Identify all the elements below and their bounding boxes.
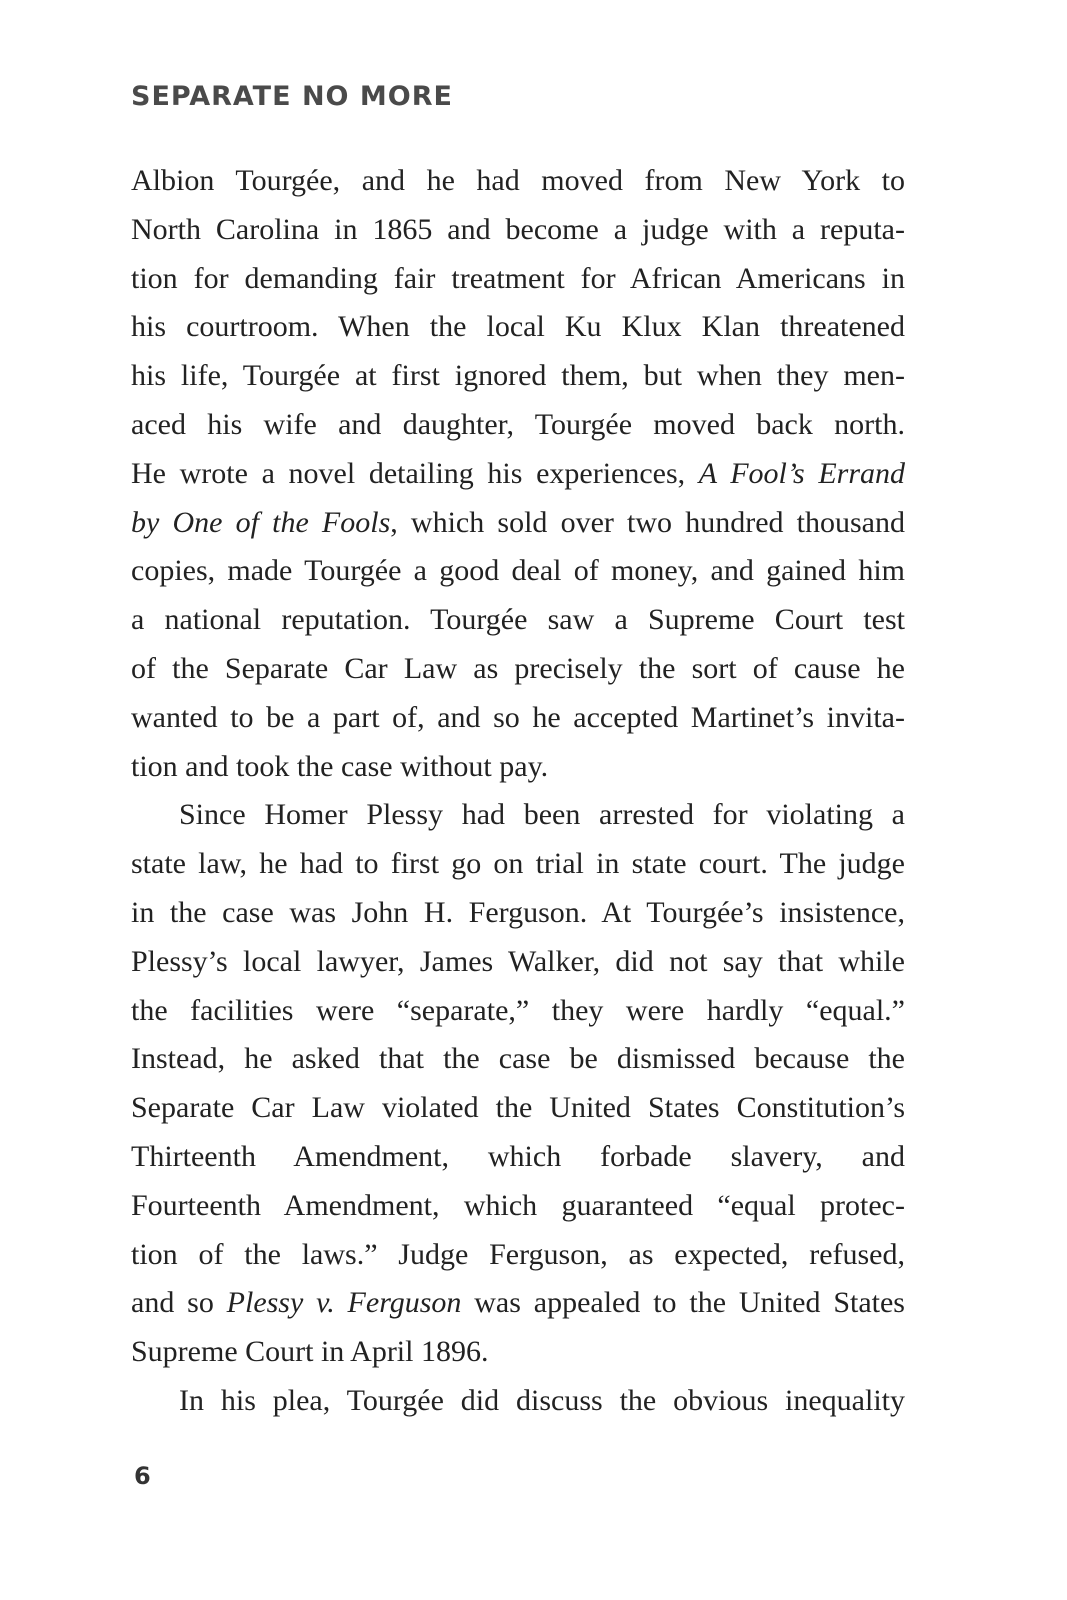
text-line <box>131 255 905 304</box>
text-segment: Instead, he asked that the case be dismissed because the <box>131 1042 905 1076</box>
text-line <box>131 791 905 840</box>
running-head-title: SEPARATE NO MORE <box>131 81 453 112</box>
body-text <box>131 157 905 1426</box>
text-line <box>131 303 905 352</box>
text-line <box>131 157 905 206</box>
text-segment: North Carolina in 1865 and become a judge with a reputa- <box>131 212 905 246</box>
text-line <box>131 1035 905 1084</box>
text-segment: , which sold over two hundred thousand <box>390 505 905 539</box>
text-line <box>131 987 905 1036</box>
text-segment: copies, made Tourgée a good deal of money, and gained him <box>131 554 905 588</box>
text-segment: Fourteenth Amendment, which guaranteed “equal protec- <box>131 1188 905 1222</box>
text-line <box>131 1084 905 1133</box>
text-segment: in the case was John H. Ferguson. At Tourgée’s insistence, <box>131 895 905 929</box>
text-segment: Thirteenth Amendment, which forbade slavery, and <box>131 1139 905 1173</box>
text-segment: and so <box>131 1286 227 1320</box>
text-segment: state law, he had to first go on trial in state court. The judge <box>131 847 905 881</box>
text-line <box>131 1328 905 1377</box>
text-line <box>131 1133 905 1182</box>
text-segment: aced his wife and daughter, Tourgée moved back north. <box>131 407 905 441</box>
text-segment: Plessy’s local lawyer, James Walker, did not say that while <box>131 944 905 978</box>
text-line <box>131 645 905 694</box>
text-segment: his life, Tourgée at first ignored them, but when they men- <box>131 359 905 393</box>
text-segment: his courtroom. When the local Ku Klux Klan threatened <box>131 310 905 344</box>
text-segment: tion for demanding fair treatment for African Americans in <box>131 261 905 295</box>
text-line <box>131 1377 905 1426</box>
text-segment: the facilities were “separate,” they were hardly “equal.” <box>131 993 905 1027</box>
text-segment: Since Homer Plessy had been arrested for violating a <box>179 798 905 832</box>
text-line <box>131 1231 905 1280</box>
page-number: 6 <box>134 1462 151 1490</box>
text-segment: was appealed to the United States <box>461 1286 905 1320</box>
text-segment: a national reputation. Tourgée saw a Supreme Court test <box>131 603 905 637</box>
text-segment: Albion Tourgée, and he had moved from New York to <box>131 164 905 197</box>
text-line <box>131 352 905 401</box>
italic-title: A Fool’s Errand <box>698 456 905 490</box>
text-line <box>131 547 905 596</box>
text-line <box>131 401 905 450</box>
text-line <box>131 743 905 792</box>
italic-title: Plessy v. Ferguson <box>226 1286 462 1320</box>
text-line <box>131 889 905 938</box>
text-line <box>131 694 905 743</box>
text-line <box>131 1279 905 1328</box>
text-line <box>131 206 905 255</box>
italic-title: by One of the Fools <box>131 505 391 539</box>
text-segment: tion of the laws.” Judge Ferguson, as expected, refused, <box>131 1237 905 1271</box>
text-line <box>131 450 905 499</box>
text-line <box>131 596 905 645</box>
text-line <box>131 1182 905 1231</box>
text-segment: He wrote a novel detailing his experiences, <box>131 456 699 490</box>
text-segment: of the Separate Car Law as precisely the sort of cause he <box>131 651 905 685</box>
text-segment: tion and took the case without pay. <box>131 749 549 783</box>
text-segment: In his plea, Tourgée did discuss the obvious inequality <box>179 1383 905 1417</box>
text-segment: Separate Car Law violated the United States Constitution’s <box>131 1091 905 1125</box>
text-segment: Supreme Court in April 1896. <box>131 1335 489 1369</box>
text-line <box>131 840 905 889</box>
text-line <box>131 938 905 987</box>
text-line <box>131 499 905 548</box>
text-segment: wanted to be a part of, and so he accepted Martinet’s invita- <box>131 700 905 734</box>
